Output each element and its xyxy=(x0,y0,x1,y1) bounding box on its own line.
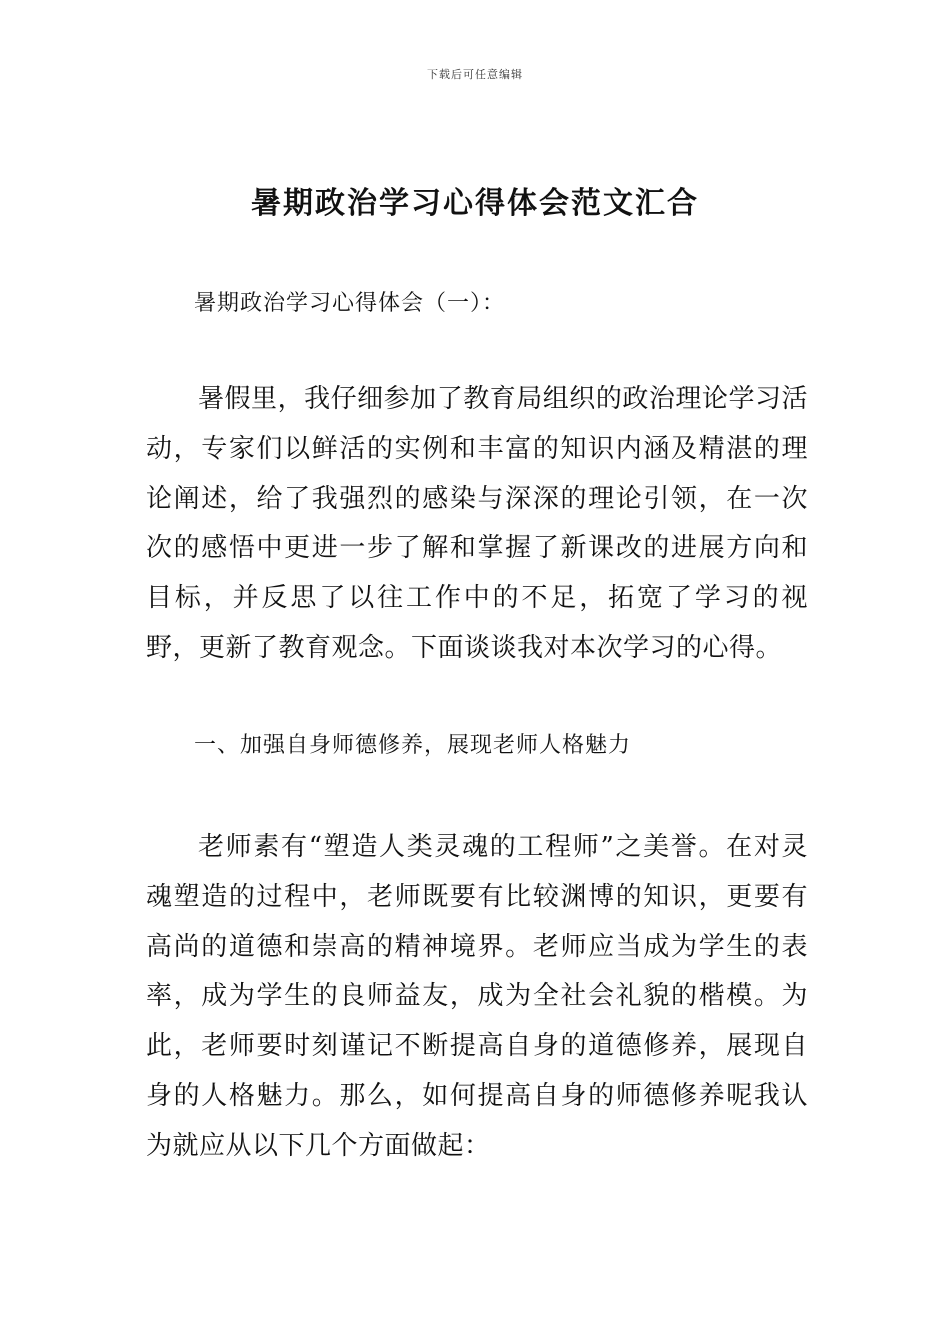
paragraph-intro: 暑假里，我仔细参加了教育局组织的政治理论学习活动，专家们以鲜活的实例和丰富的知识内涵及精湛的理论阐述，给了我强烈的感染与深深的理论引领，在一次次的感悟中更进一步了解和掌握了新课改的进展方向和目标，并反思了以往工作中的不足，拓宽了学习的视野，更新了教育观念。下面谈谈我对本次学习的心得。 xyxy=(146,384,808,663)
document-subtitle: 暑期政治学习心得体会（一）： xyxy=(194,291,506,316)
page-header-note: 下载后可任意编辑 xyxy=(427,68,523,81)
document-title: 暑期政治学习心得体会范文汇合 xyxy=(251,186,699,221)
paragraph-teacher-ethics: 老师素有“塑造人类灵魂的工程师”之美誉。在对灵魂塑造的过程中，老师既要有比较渊博的知识，更要有高尚的道德和崇高的精神境界。老师应当成为学生的表率，成为学生的良师益友，成为全社会礼貌的楷模。为此，老师要时刻谨记不断提高自身的道德修养，展现自身的人格魅力。那么，如何提高自身的师德修养呢我认为就应从以下几个方面做起： xyxy=(146,832,808,1161)
section-heading: 一、加强自身师德修养，展现老师人格魅力 xyxy=(194,733,632,758)
